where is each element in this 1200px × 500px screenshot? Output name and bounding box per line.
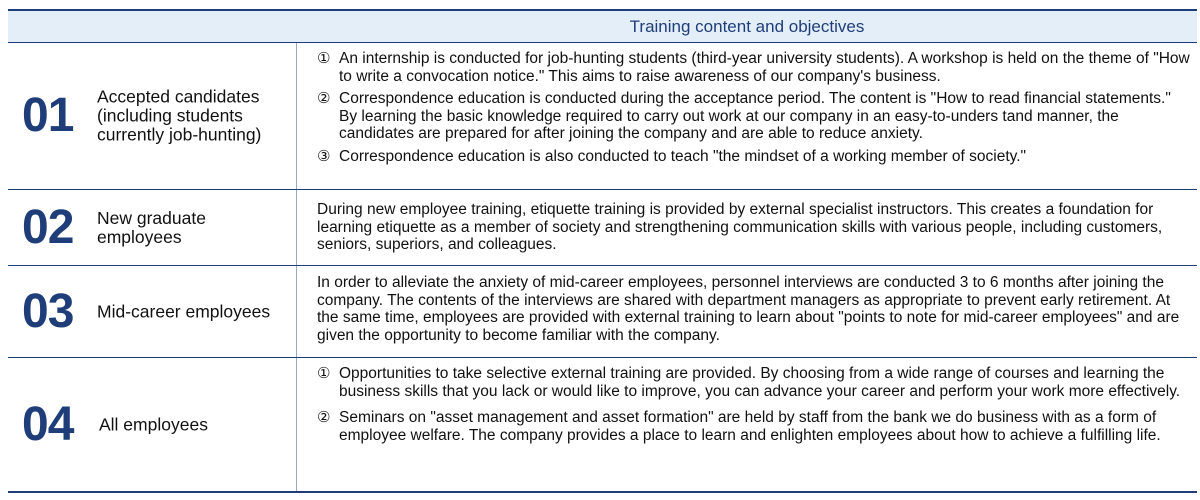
row-content-cell	[297, 266, 1197, 357]
item-marker: ①	[317, 49, 331, 67]
list-item	[317, 365, 1193, 400]
row-number: 03	[22, 284, 74, 338]
category-line: All employees	[99, 414, 208, 434]
category-line: New graduate	[97, 207, 206, 228]
item-text: Opportunities to take selective external training are provided. By choosing from a wide range of courses and learning the business skills that you lack or would like to improve, you can advance your career and perform your work more effectively.	[339, 365, 1181, 400]
category-line: Accepted candidates	[97, 86, 260, 107]
category-line: (including students	[97, 105, 243, 126]
table-row-03	[8, 266, 1197, 358]
row-category	[97, 88, 261, 145]
list-item	[317, 90, 1193, 143]
header-title: Training content and objectives	[629, 17, 865, 36]
table-row-01	[8, 43, 1197, 190]
row-number: 04	[22, 397, 74, 451]
item-marker: ③	[317, 146, 331, 165]
row-text: In order to alleviate the anxiety of mid-career employees, personnel interviews are conducted 3 to 6 months after joining the company. The contents of the interviews are shared with department managers as appropriate to prevent early retirement. At the same time, employees are provided with external training to learn about "points to note for mid-career employees" and are given the opportunity to become familiar with the company.	[317, 274, 1180, 344]
row-label-cell	[8, 43, 297, 189]
category-line: currently job-hunting)	[97, 124, 262, 145]
table-header	[8, 9, 1197, 43]
row-content-cell	[297, 43, 1197, 189]
row-number: 01	[22, 89, 74, 142]
list-item	[317, 148, 1193, 166]
list-item	[317, 409, 1193, 444]
row-number: 02	[22, 200, 74, 254]
row-category	[97, 209, 206, 247]
item-marker: ②	[317, 89, 331, 107]
item-marker: ①	[317, 364, 331, 382]
training-table	[8, 9, 1197, 493]
row-category	[97, 302, 270, 321]
row-text: During new employee training, etiquette training is provided by external specialist instructors. This creates a foundation for learning etiquette as a member of society and strengthening communication skills with various people, including customers, seniors, superiors, and colleagues.	[317, 201, 1163, 253]
row-category	[99, 415, 208, 434]
table-row-04	[8, 358, 1197, 493]
item-marker: ②	[317, 408, 331, 426]
item-text: Correspondence education is conducted during the acceptance period. The content is "How to read financial statements." By learning the basic knowledge required to carry out work at our company in an easy-to-unders tand manner, the candidates are prepared for after joining the company and are able to reduce anxiety.	[339, 90, 1171, 142]
item-text: Seminars on "asset management and asset formation" are held by staff from the bank we do business with as a form of employee welfare. The company provides a place to learn and enlighten employees about how to achieve a fulfilling life.	[339, 409, 1161, 444]
row-content-cell	[297, 190, 1197, 265]
table-row-02	[8, 190, 1197, 266]
row-content-cell	[297, 358, 1197, 491]
row-label-cell	[8, 190, 297, 265]
category-line: employees	[97, 226, 182, 247]
category-line: Mid-career employees	[97, 301, 271, 321]
item-text: Correspondence education is also conducted to teach "the mindset of a working member of society."	[339, 147, 1027, 165]
list-item	[317, 50, 1193, 85]
row-label-cell	[8, 266, 297, 357]
item-text: An internship is conducted for job-hunting students (third-year university students). A workshop is held on the theme of "How to write a convocation notice." This aims to raise awareness of our company's business.	[339, 50, 1190, 85]
row-label-cell	[8, 358, 297, 491]
